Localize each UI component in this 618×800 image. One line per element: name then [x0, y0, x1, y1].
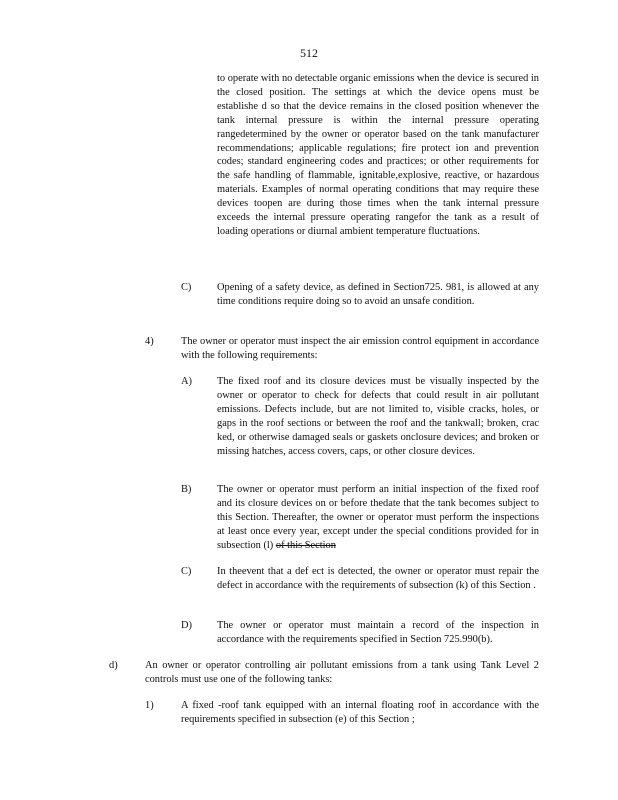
item-4-marker: 4): [145, 336, 154, 347]
item-4d-text: The owner or operator must maintain a record of the inspection in accordance with the requirements specified in Section 725.990(b).: [217, 620, 539, 645]
page-number: 512: [300, 46, 318, 60]
item-4b-marker: B): [181, 484, 192, 495]
continuation-paragraph: to operate with no detectable organic emissions when the device is secured in the closed position. The settings at which the device opens must be establishe d so that the device remains in the closed position whenever the tank internal pressure is within the internal pressure operating rangedetermined by the owner or operator based on the tank manufacturer recommendations; applicable regulations; fire protect ion and prevention codes; standard engineering codes and practices; or other requirements for the safe handling of flammable, ignitable,explosive, reactive, or hazardous materials. Examples of normal operating conditions that may require these devices toopen are during those times when the tank internal pressure exceeds the internal pressure operating rangefor the tank as a result of loading operations or diurnal ambient temperature fluctuations.: [217, 73, 539, 237]
item-4a-text: The fixed roof and its closure devices must be visually inspected by the owner or operator to check for defects that could result in air pollutant emissions. Defects include, but are not limited to, visible cracks, holes, or gaps in the roof sections or between the roof and the tankwall; broken, crac ked, or otherwise damaged seals or gaskets onclosure devices; and broken or missing hatches, access covers, caps, or other closure devices.: [217, 376, 539, 457]
item-c-text: Opening of a safety device, as defined in Section725. 981, is allowed at any time conditions require doing so to avoid an unsafe condition.: [217, 282, 539, 307]
item-4c-marker: C): [181, 566, 192, 577]
item-d1-text: A fixed -roof tank equipped with an internal floating roof in accordance with the requirements specified in subsection (e) of this Section ;: [181, 700, 539, 725]
item-d-marker: d): [109, 660, 118, 671]
item-c-marker: C): [181, 282, 192, 293]
item-4-text: The owner or operator must inspect the air emission control equipment in accordance with the following requirements:: [181, 336, 539, 361]
item-4b-struck: of this Section: [275, 539, 336, 551]
item-4b-text: [217, 483, 539, 553]
item-d-text: An owner or operator controlling air pollutant emissions from a tank using Tank Level 2 controls must use one of the following tanks:: [145, 660, 539, 685]
item-d1-marker: 1): [145, 700, 154, 711]
item-4d-marker: D): [181, 620, 192, 631]
item-4a-marker: A): [181, 376, 192, 387]
item-4b-main: The owner or operator must perform an initial inspection of the fixed roof and its closure devices on or before thedate that the tank becomes subject to this Section. Thereafter, the owner or operator must perform the inspections at least once every year, except under the special conditions provided for in subsection (l): [217, 484, 539, 551]
item-4c-text: In theevent that a def ect is detected, the owner or operator must repair the defect in accordance with the requirements of subsection (k) of this Section .: [217, 566, 539, 591]
